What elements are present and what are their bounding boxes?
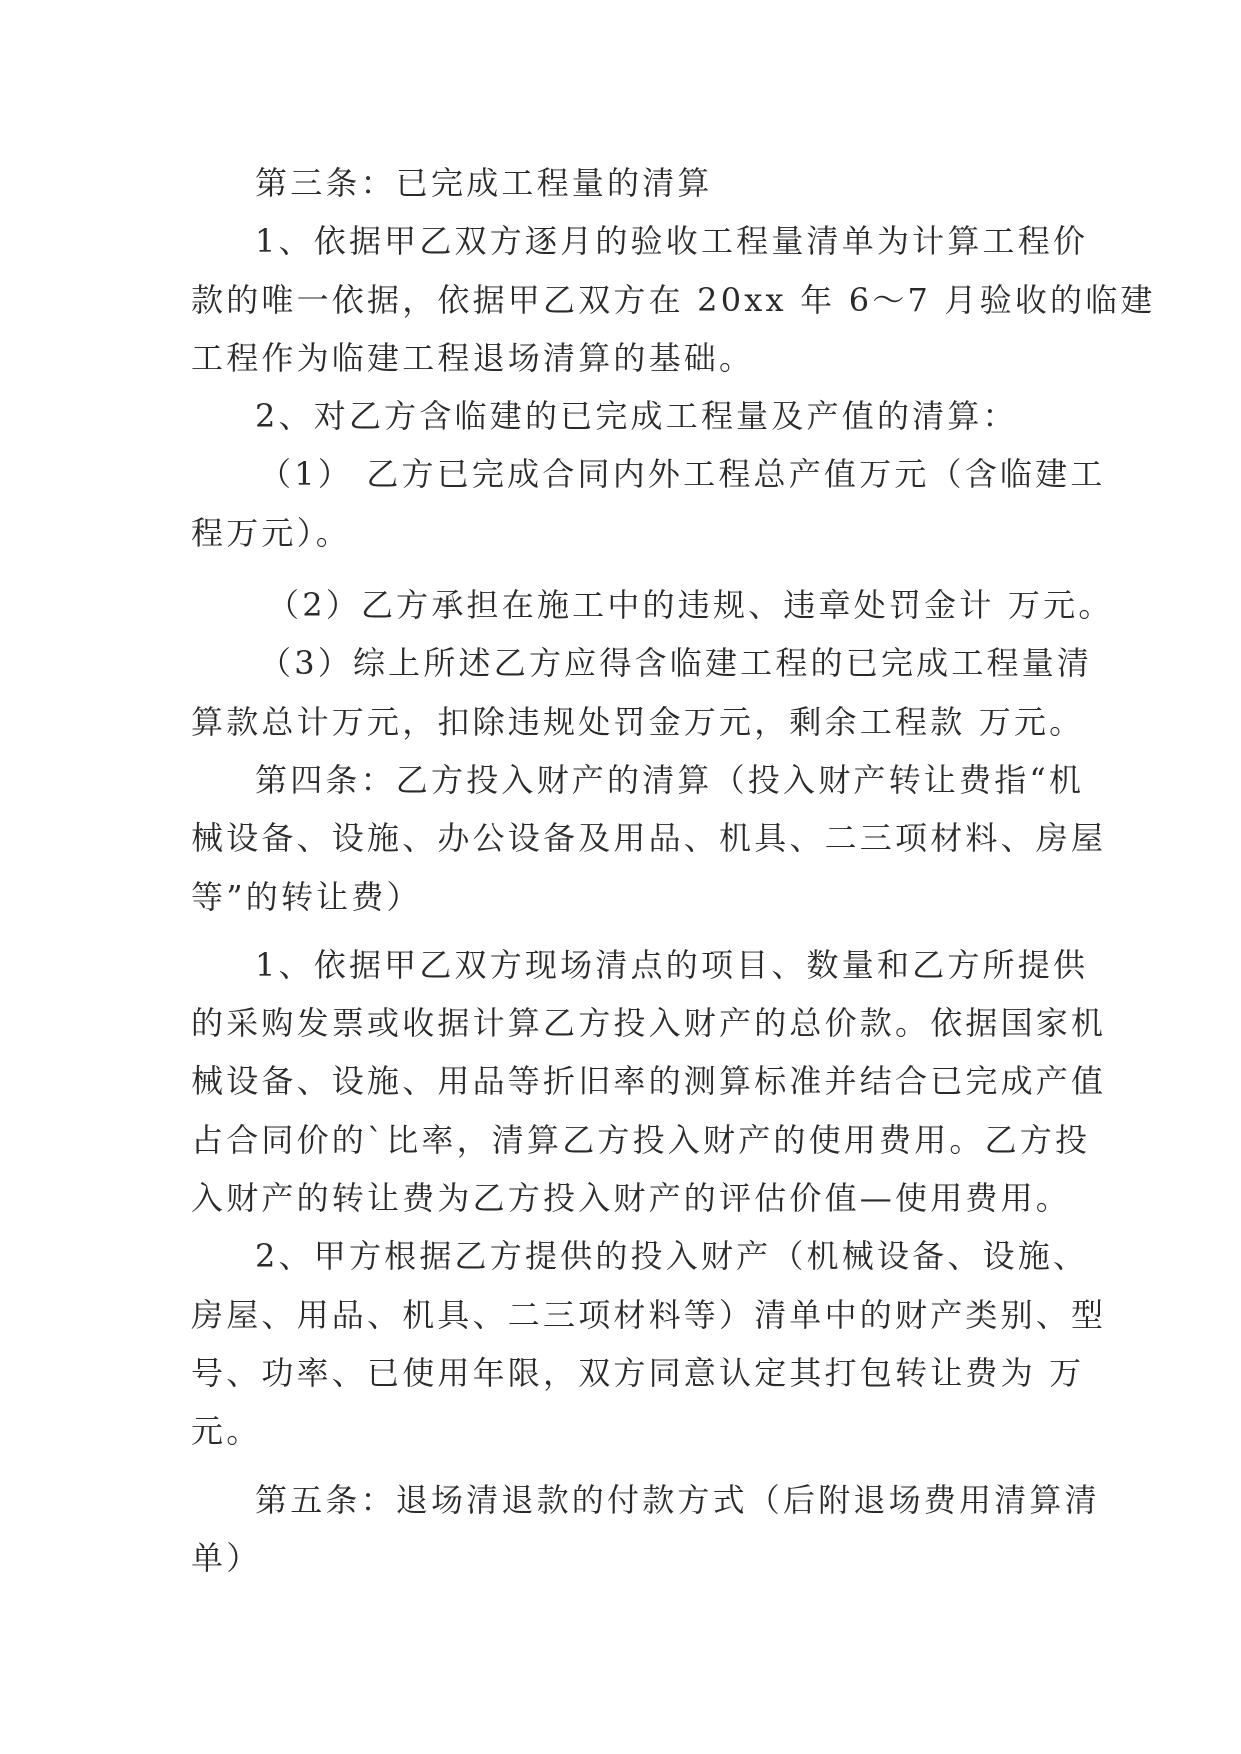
- article-3-item-3-line-2: 算款总计万元，扣除违规处罚金万元，剩余工程款 万元。: [191, 702, 1085, 741]
- article-4-clause-1-line-5: 入财产的转让费为乙方投入财产的评估价值—使用费用。: [191, 1179, 1072, 1218]
- article-4-clause-2-line-4: 元。: [191, 1412, 262, 1451]
- article-4-clause-1-line-4: 占合同价的`比率，清算乙方投入财产的使用费用。乙方投: [191, 1120, 1091, 1159]
- article-4-clause-2-line-2: 房屋、用品、机具、二三项材料等）清单中的财产类别、型: [191, 1295, 1107, 1334]
- article-4-clause-1-line-1: 1、依据甲乙双方现场清点的项目、数量和乙方所提供: [255, 945, 1089, 984]
- article-3-clause-1-line-2: 款的唯一依据，依据甲乙双方在 20xx 年 6～7 月验收的临建: [191, 280, 1156, 319]
- article-4-clause-1-line-2: 的采购发票或收据计算乙方投入财产的总价款。依据国家机: [191, 1004, 1107, 1043]
- article-4-heading-line-3: 等”的转让费）: [191, 877, 422, 916]
- article-4-heading-line-1: 第四条：乙方投入财产的清算（投入财产转让费指“机: [255, 760, 1085, 799]
- article-3-clause-2: 2、对乙方含临建的已完成工程量及产值的清算：: [255, 397, 1018, 436]
- article-5-heading-line-1: 第五条：退场清退款的付款方式（后附退场费用清算清: [255, 1480, 1100, 1519]
- article-3-clause-1-line-3: 工程作为临建工程退场清算的基础。: [191, 338, 755, 377]
- article-5-heading-line-2: 单）: [191, 1538, 262, 1577]
- document-body: [191, 154, 1156, 1587]
- article-4-clause-2-line-3: 号、功率、已使用年限，双方同意认定其打包转让费为 万: [191, 1353, 1085, 1392]
- article-3-clause-1-line-1: 1、依据甲乙双方逐月的验收工程量清单为计算工程价: [255, 222, 1089, 261]
- article-3-item-1-line-1: （1） 乙方已完成合同内外工程总产值万元（含临建工: [259, 455, 1106, 494]
- article-3-item-2: （2）乙方承担在施工中的违规、违章处罚金计 万元。: [267, 586, 1114, 625]
- article-3-item-1-line-2: 程万元）。: [191, 513, 352, 552]
- article-3-heading: 第三条：已完成工程量的清算: [255, 164, 713, 202]
- article-4-clause-1-line-3: 械设备、设施、用品等折旧率的测算标准并结合已完成产值: [191, 1062, 1107, 1101]
- article-4-clause-2-line-1: 2、甲方根据乙方提供的投入财产（机械设备、设施、: [255, 1237, 1089, 1276]
- article-4-heading-line-2: 械设备、设施、办公设备及用品、机具、二三项材料、房屋: [191, 819, 1107, 858]
- article-3-item-3-line-1: （3）综上所述乙方应得含临建工程的已完成工程量清: [259, 644, 1093, 683]
